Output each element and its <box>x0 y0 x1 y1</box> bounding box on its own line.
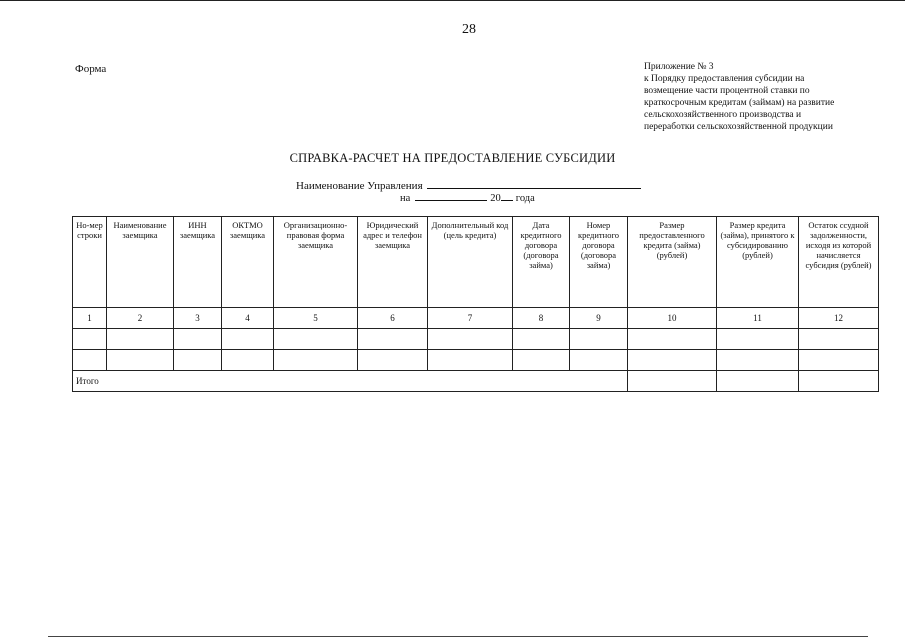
column-header: Остаток ссудной задолженности, исходя из которой начисляется субсидия (рублей) <box>799 217 879 308</box>
table-cell[interactable] <box>428 329 513 350</box>
table-cell[interactable] <box>428 350 513 371</box>
column-header: Дополнительный код (цель кредита) <box>428 217 513 308</box>
table-cell[interactable] <box>717 350 799 371</box>
table-cell[interactable] <box>570 350 628 371</box>
appendix-line: сельскохозяйственного производства и <box>644 110 802 120</box>
column-number: 7 <box>428 308 513 329</box>
column-number: 10 <box>628 308 717 329</box>
table-cell[interactable] <box>174 350 222 371</box>
column-number: 2 <box>107 308 174 329</box>
table-cell[interactable] <box>513 350 570 371</box>
appendix-line: переработки сельскохозяйственной продукции <box>644 122 833 132</box>
column-header: ОКТМО заемщика <box>222 217 274 308</box>
appendix-note <box>644 61 884 133</box>
column-number: 3 <box>174 308 222 329</box>
table-cell[interactable] <box>73 329 107 350</box>
top-border-line <box>0 0 905 1</box>
subsidy-calculation-table <box>72 216 879 392</box>
table-cell[interactable] <box>799 329 879 350</box>
date-prefix: на <box>400 193 411 204</box>
appendix-line: возмещение части процентной ставки по <box>644 86 810 96</box>
table-cell[interactable] <box>513 329 570 350</box>
table-cell[interactable] <box>174 329 222 350</box>
column-header: Организационно-правовая форма заемщика <box>274 217 358 308</box>
column-number: 6 <box>358 308 428 329</box>
column-number: 8 <box>513 308 570 329</box>
date-row <box>400 190 535 204</box>
total-cell[interactable] <box>628 371 717 392</box>
table-cell[interactable] <box>107 329 174 350</box>
column-number: 12 <box>799 308 879 329</box>
table-cell[interactable] <box>628 350 717 371</box>
total-row <box>73 371 879 392</box>
column-number: 5 <box>274 308 358 329</box>
table-cell[interactable] <box>628 329 717 350</box>
table-cell[interactable] <box>358 329 428 350</box>
column-header: Размер кредита (займа), принятого к субсидированию (рублей) <box>717 217 799 308</box>
management-name-blank[interactable] <box>427 177 641 189</box>
total-cell[interactable] <box>717 371 799 392</box>
table-header-row <box>73 217 879 308</box>
document-title: СПРАВКА-РАСЧЕТ НА ПРЕДОСТАВЛЕНИЕ СУБСИДИИ <box>289 151 616 165</box>
appendix-line: краткосрочным кредитам (займам) на развитие <box>644 98 835 108</box>
bottom-border-line <box>48 636 868 637</box>
column-number: 11 <box>717 308 799 329</box>
table-row <box>73 329 879 350</box>
column-header: Наименование заемщика <box>107 217 174 308</box>
column-header: Номер кредитного договора (договора займа) <box>570 217 628 308</box>
date-suffix: года <box>515 193 535 204</box>
column-header: Размер предоставленного кредита (займа) (рублей) <box>628 217 717 308</box>
column-header: Юридический адрес и телефон заемщика <box>358 217 428 308</box>
table-cell[interactable] <box>73 350 107 371</box>
date-year-prefix: 20 <box>490 193 501 204</box>
table-cell[interactable] <box>222 350 274 371</box>
column-header: ИНН заемщика <box>174 217 222 308</box>
column-number: 9 <box>570 308 628 329</box>
total-label: Итого <box>73 371 628 392</box>
appendix-line: к Порядку предоставления субсидии на <box>644 74 805 84</box>
table-cell[interactable] <box>358 350 428 371</box>
table-cell[interactable] <box>222 329 274 350</box>
total-cell[interactable] <box>799 371 879 392</box>
table-cell[interactable] <box>717 329 799 350</box>
column-header: Дата кредитного договора (договора займа) <box>513 217 570 308</box>
table-cell[interactable] <box>274 350 358 371</box>
column-number-row <box>73 308 879 329</box>
page-number: 28 <box>462 22 476 37</box>
table-cell[interactable] <box>274 329 358 350</box>
management-label: Наименование Управления <box>296 180 423 192</box>
form-label: Форма <box>75 63 107 75</box>
table-row <box>73 350 879 371</box>
date-year-blank[interactable] <box>501 190 513 201</box>
table-cell[interactable] <box>570 329 628 350</box>
table-cell[interactable] <box>107 350 174 371</box>
appendix-line: Приложение № 3 <box>644 62 714 72</box>
date-day-month-blank[interactable] <box>415 190 487 201</box>
column-number: 4 <box>222 308 274 329</box>
table-cell[interactable] <box>799 350 879 371</box>
column-header: Но-мер строки <box>73 217 107 308</box>
column-number: 1 <box>73 308 107 329</box>
